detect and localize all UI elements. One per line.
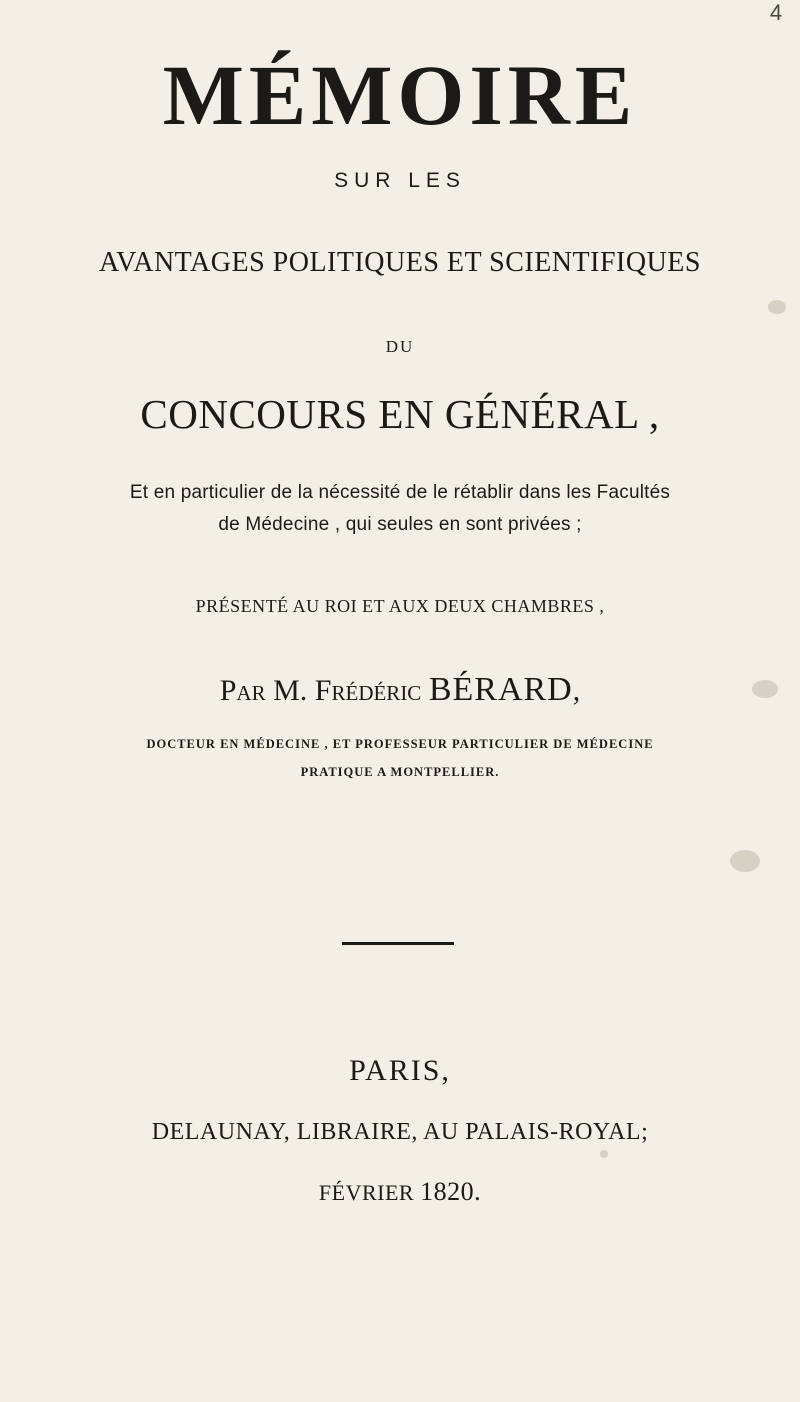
page-corner-mark: 4 (769, 0, 783, 25)
paper-speck (752, 680, 778, 698)
description-line-1: Et en particulier de la nécessité de le rétablir dans les Facultés (129, 482, 671, 503)
imprint-date (0, 1176, 800, 1207)
divider-rule (342, 942, 454, 945)
paper-speck (768, 300, 786, 314)
subtitle-sur-les: SUR LES (334, 169, 466, 192)
credentials-line-2: PRATIQUE A MONTPELLIER. (300, 765, 500, 779)
imprint-month: FÉVRIER (318, 1180, 415, 1205)
subtitle-du: DU (385, 337, 415, 356)
description-line-2: de Médecine , qui seules en sont privées ; (218, 514, 582, 535)
author-line (0, 670, 800, 711)
imprint-city: PARIS, (349, 1054, 451, 1087)
main-title: MÉMOIRE (162, 47, 638, 143)
author-comma: , (572, 674, 581, 707)
imprint-publisher: DELAUNAY, LIBRAIRE, AU PALAIS-ROYAL; (151, 1119, 649, 1145)
subtitle-avantages: AVANTAGES POLITIQUES ET SCIENTIFIQUES (99, 247, 701, 278)
credentials-line-1: DOCTEUR EN MÉDECINE , ET PROFESSEUR PARTICULIER DE MÉDECINE (146, 737, 654, 751)
imprint-year: 1820. (420, 1177, 482, 1206)
author-first-name: Frédéric (314, 674, 422, 707)
author-par: Par (219, 674, 266, 707)
paper-speck (600, 1150, 608, 1158)
paper-speck (730, 850, 760, 872)
author-surname: BÉRARD (428, 671, 573, 708)
author-initial: M. (273, 674, 308, 707)
subtitle-concours: CONCOURS EN GÉNÉRAL , (140, 391, 660, 437)
presentation-line: PRÉSENTÉ AU ROI ET AUX DEUX CHAMBRES , (195, 596, 605, 616)
